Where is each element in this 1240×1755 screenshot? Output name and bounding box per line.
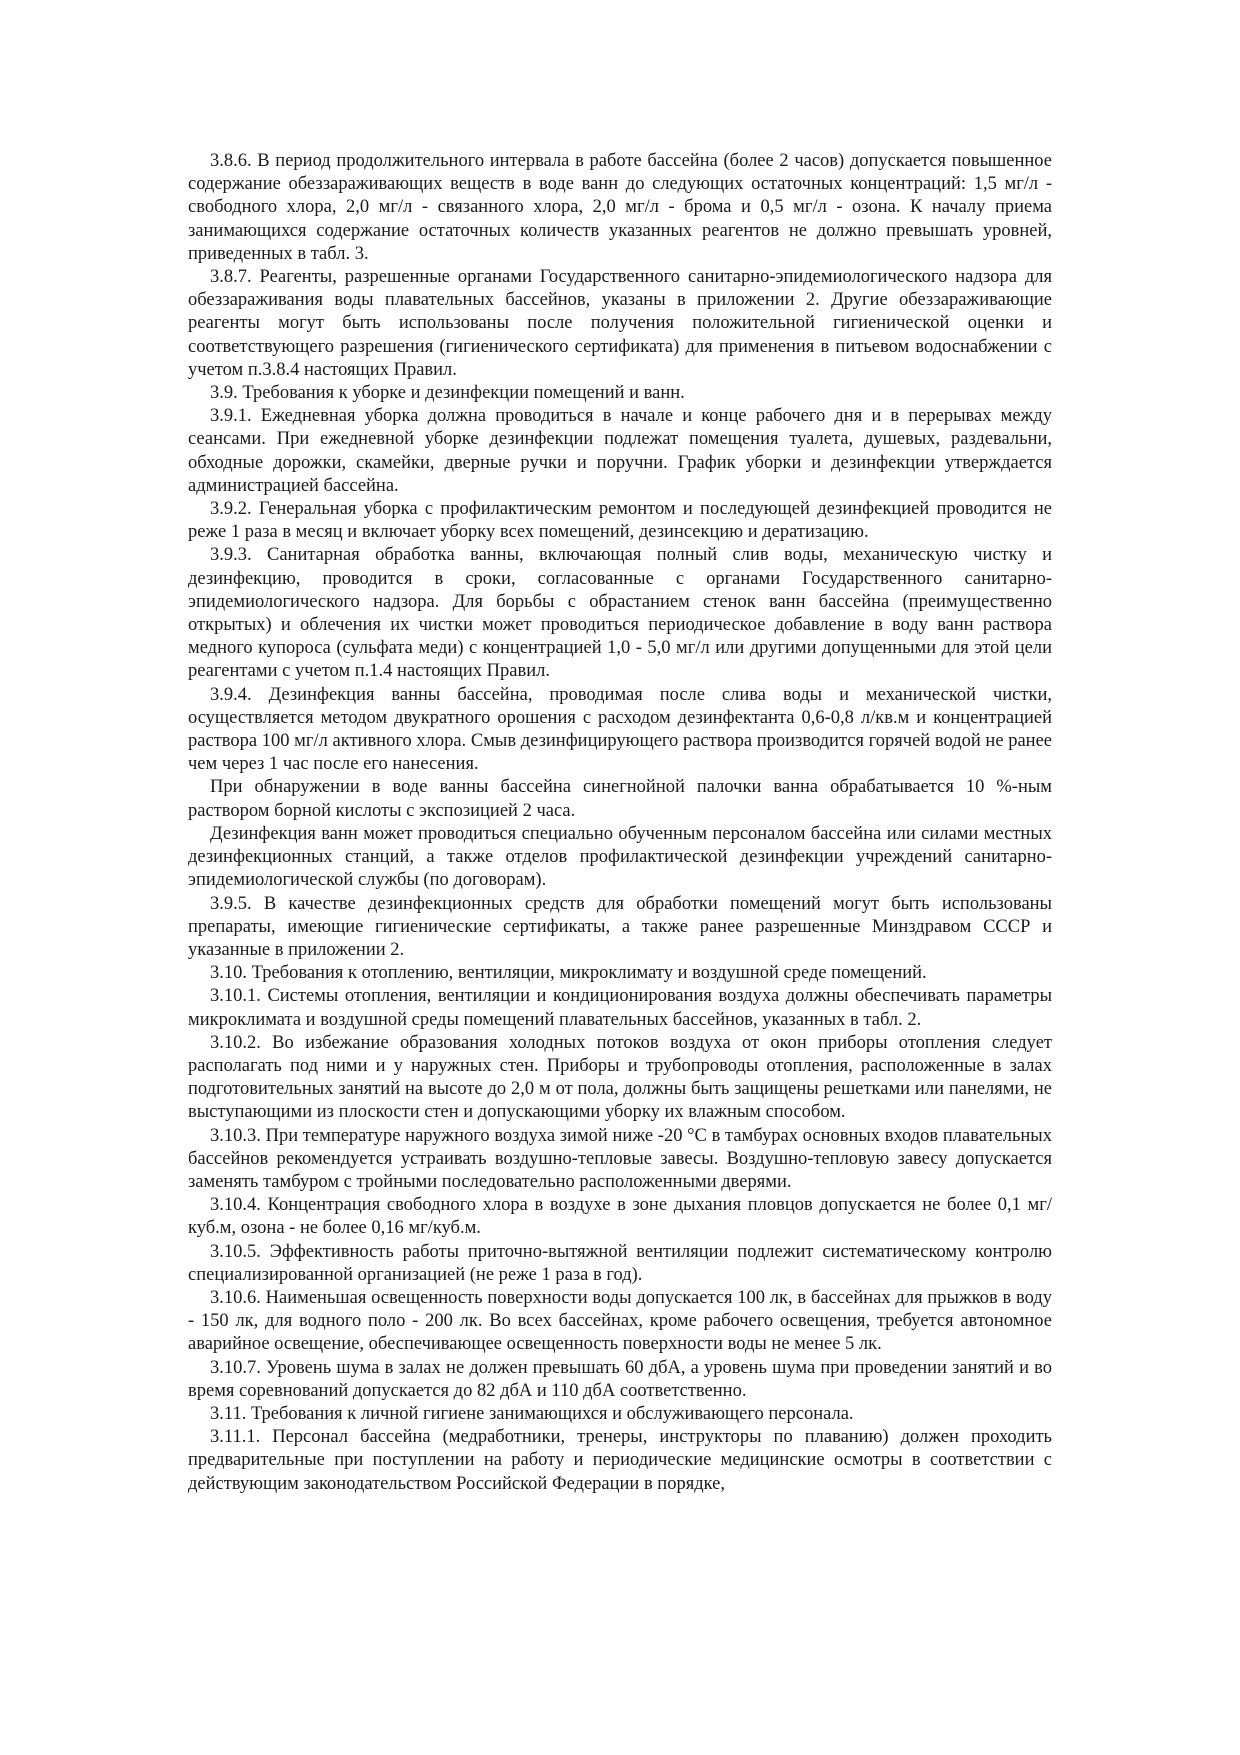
section-heading-3-10: 3.10. Требования к отоплению, вентиляции, микроклимату и воздушной среде помещений. bbox=[210, 963, 927, 984]
paragraph-3-9-5: 3.9.5. В качестве дезинфекционных средств для обработки помещений могут быть использованы препараты, имеющие гигиенические сертификаты, а также ранее разрешенные Минздравом СССР и указанные в приложении 2. bbox=[188, 893, 1052, 960]
paragraph-3-9-4: 3.9.4. Дезинфекция ванны бассейна, проводимая после слива воды и механической чистки, осуществляется методом двукратного орошения с расходом дезинфектанта 0,6-0,8 л/кв.м и концентрацией раствора 100 мг/л активного хлора. Смыв дезинфицирующего раствора производится горячей водой не ранее чем через 1 час после его нанесения. bbox=[188, 684, 1052, 775]
paragraph-disinfection-staff: Дезинфекция ванн может проводиться специально обученным персоналом бассейна или силами местных дезинфекционных станций, а также отделов профилактической дезинфекции учреждений санитарно-эпидемиологической службы (по договорам). bbox=[188, 823, 1052, 891]
paragraph-3-8-7: 3.8.7. Реагенты, разрешенные органами Государственного санитарно-эпидемиологического надзора для обеззараживания воды плавательных бассейнов, указаны в приложении 2. Другие обеззараживающие реагенты могут быть использованы после получения положительной гигиенической оценки и соответствующего разрешения (гигиенического сертификата) для применения в питьевом водоснабжении с учетом п.3.8.4 настоящих Правил. bbox=[188, 267, 1052, 380]
paragraph-3-8-6: 3.8.6. В период продолжительного интервала в работе бассейна (более 2 часов) допускается повышенное содержание обеззараживающих веществ в воде ванн до следующих остаточных концентраций: 1,5 мг/л - свободного хлора, 2,0 мг/л - связанного хлора, 2,0 мг/л - брома и 0,5 мг/л - озона. К началу приема занимающихся содержание остаточных количеств указанных реагентов не должно превышать уровней, приведенных в табл. 3. bbox=[188, 151, 1052, 264]
paragraph-3-10-5: 3.10.5. Эффективность работы приточно-вытяжной вентиляции подлежит систематическому контролю специализированной организацией (не реже 1 раза в год). bbox=[188, 1241, 1052, 1285]
paragraph-3-10-6: 3.10.6. Наименьшая освещенность поверхности воды допускается 100 лк, в бассейнах для прыжков в воду - 150 лк, для водного поло - 200 лк. Во всех бассейнах, кроме рабочего освещения, требуется автономное аварийное освещение, обеспечивающее освещенность поверхности воды не менее 5 лк. bbox=[188, 1287, 1052, 1355]
section-heading-3-9: 3.9. Требования к уборке и дезинфекции помещений и ванн. bbox=[210, 383, 685, 404]
paragraph-3-9-3: 3.9.3. Санитарная обработка ванны, включающая полный слив воды, механическую чистку и дезинфекцию, проводится в сроки, согласованные с органами Государственного санитарно-эпидемиологического надзора. Для борьбы с обрастанием стенок ванн бассейна (преимущественно открытых) и облечения их чистки может проводиться периодическое добавление в воду ванн раствора медного купороса (сульфата меди) с концентрацией 1,0 - 5,0 мг/л или другими допущенными для этой цели реагентами с учетом п.1.4 настоящих Правил. bbox=[188, 545, 1052, 682]
paragraph-3-10-1: 3.10.1. Системы отопления, вентиляции и кондиционирования воздуха должны обеспечивать параметры микроклимата и воздушной среды помещений плавательных бассейнов, указанных в табл. 2. bbox=[188, 986, 1052, 1030]
paragraph-3-10-4: 3.10.4. Концентрация свободного хлора в воздухе в зоне дыхания пловцов допускается не более 0,1 мг/куб.м, озона - не более 0,16 мг/куб.м. bbox=[188, 1195, 1052, 1239]
paragraph-3-9-2: 3.9.2. Генеральная уборка с профилактическим ремонтом и последующей дезинфекцией проводится не реже 1 раза в месяц и включает уборку всех помещений, дезинсекцию и дератизацию. bbox=[188, 499, 1052, 543]
paragraph-3-10-3: 3.10.3. При температуре наружного воздуха зимой ниже -20 °С в тамбурах основных входов плавательных бассейнов рекомендуется устраивать воздушно-тепловые завесы. Воздушно-тепловую завесу допускается заменять тамбуром с тройными последовательно расположенными дверями. bbox=[188, 1125, 1052, 1192]
paragraph-3-9-1: 3.9.1. Ежедневная уборка должна проводиться в начале и конце рабочего дня и в перерывах между сеансами. При ежедневной уборке дезинфекции подлежат помещения туалета, душевых, раздевальни, обходные дорожки, скамейки, дверные ручки и поручни. График уборки и дезинфекции утверждается администрацией бассейна. bbox=[188, 406, 1052, 496]
paragraph-3-10-7: 3.10.7. Уровень шума в залах не должен превышать 60 дбА, а уровень шума при проведении занятий и во время соревнований допускается до 82 дбА и 110 дбА соответственно. bbox=[188, 1357, 1052, 1401]
section-heading-3-11: 3.11. Требования к личной гигиене занимающихся и обслуживающего персонала. bbox=[210, 1403, 854, 1424]
document-page bbox=[188, 150, 1052, 1496]
paragraph-3-10-2: 3.10.2. Во избежание образования холодных потоков воздуха от окон приборы отопления следует располагать под ними и у наружных стен. Приборы и трубопроводы отопления, расположенные в залах подготовительных занятий на высоте до 2,0 м от пола, должны быть защищены решетками или панелями, не выступающими из плоскости стен и допускающими уборку их влажным способом. bbox=[188, 1032, 1052, 1123]
paragraph-3-11-1: 3.11.1. Персонал бассейна (медработники, тренеры, инструкторы по плаванию) должен проходить предварительные при поступлении на работу и периодические медицинские осмотры в соответствии с действующим законодательством Российской Федерации в порядке, bbox=[188, 1427, 1052, 1494]
paragraph-pseudomonas: При обнаружении в воде ванны бассейна синегнойной палочки ванна обрабатывается 10 %-ным раствором борной кислоты с экспозицией 2 часа. bbox=[188, 777, 1052, 821]
